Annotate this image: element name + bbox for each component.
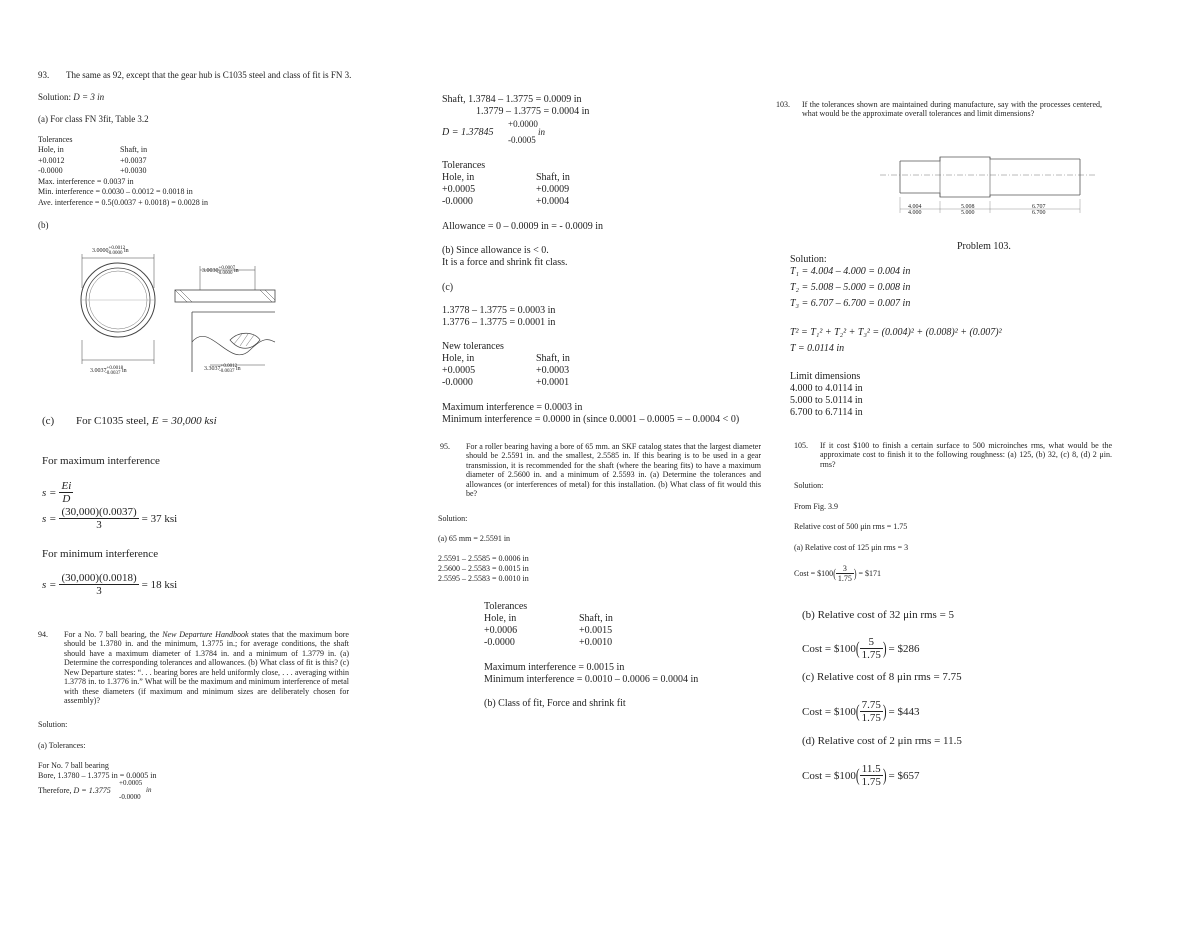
part-d-relative-cost: (d) Relative cost of 2 μin rms = 11.5 <box>802 735 962 747</box>
part-c-label-2: (c) <box>442 282 454 293</box>
max-interference-3: Maximum interference = 0.0015 in <box>484 662 625 673</box>
part-b-label: (b) <box>38 220 49 230</box>
p95-calc-2: 2.5600 – 2.5583 = 0.0015 in <box>438 564 529 573</box>
problem-103-statement: If the tolerances shown are maintained during manufacture, say with the processes centered, what would be the approximate overall tolerances and limit dimensions? <box>802 100 1102 119</box>
new-hole-heading: Hole, in <box>442 353 475 364</box>
hole-tol-upper-2: +0.0005 <box>442 184 476 195</box>
therefore-unit: in <box>146 786 152 794</box>
hole-column-heading: Hole, in <box>38 145 64 154</box>
p95-part-a: (a) 65 mm = 2.5591 in <box>438 534 511 543</box>
class-of-fit: (b) Class of fit, Force and shrink fit <box>484 698 626 709</box>
t2-equation: T₂ = 5.008 – 5.000 = 0.008 in <box>790 282 911 293</box>
new-shaft-heading: Shaft, in <box>536 353 570 364</box>
shaft-d-sub: -0.0005 <box>508 135 536 145</box>
tolerances-heading: Tolerances <box>38 135 73 144</box>
therefore-sub: -0.0000 <box>119 793 141 801</box>
stress-max-calculation: s = $\frac{(30,000)(0.0037)}{3}$ = 37 ksi <box>42 506 178 531</box>
tolerances-heading-2: Tolerances <box>442 160 486 171</box>
part-b-line-1: (b) Since allowance is < 0. <box>442 245 549 256</box>
part-a-relative-cost: (a) Relative cost of 125 μin rms = 3 <box>794 543 909 552</box>
shaft-dimension-label: $3.3037^{+0.0012}_{-0.0037}$ in <box>204 364 241 375</box>
min-interference: Min. interference = 0.0030 – 0.0012 = 0.0018 in <box>38 187 193 196</box>
part-c-calc-2: 1.3776 – 1.3775 = 0.0001 in <box>442 317 556 328</box>
part-c-text: For C1035 steel, E = 30,000 ksi <box>76 415 217 427</box>
limit-dimensions-heading: Limit dimensions <box>790 371 861 382</box>
problem-94-number: 94. <box>38 630 48 639</box>
solution-label-103: Solution: <box>790 254 827 265</box>
max-interference-2: Maximum interference = 0.0003 in <box>442 402 583 413</box>
min-interference-heading: For minimum interference <box>42 548 159 560</box>
average-interference: Ave. interference = 0.5(0.0037 + 0.0018) = 0.0028 in <box>38 198 209 207</box>
p95-calc-3: 2.5595 – 2.5583 = 0.0010 in <box>438 574 529 583</box>
hole-tolerance-lower: -0.0000 <box>38 166 63 175</box>
dimension-1: 4.004 4.000 <box>908 204 922 216</box>
problem-95-statement: For a roller bearing having a bore of 65 mm. an SKF catalog states that the largest diameter should be 2.5591 in. and the smallest, 2.5585 in. If this bearing is to be used in a gear transmission, it is recommended for the shaft (where the bearing fits) to have a maximum diameter of 2.5600 in. and a minimum of 2.5593 in. (a) Determine the tolerances and allowances (or interferences of metal) for this installation. (b) What class of fit would this be? <box>466 442 761 499</box>
min-interference-3: Minimum interference = 0.0010 – 0.0006 = 0.0004 in <box>484 674 699 685</box>
shaft-tol-lower-2: +0.0004 <box>536 196 570 207</box>
therefore-sup: +0.0005 <box>119 779 143 787</box>
t-result: T = 0.0114 in <box>790 343 845 354</box>
bearing-label: For No. 7 ball bearing <box>38 761 109 770</box>
from-figure: From Fig. 3.9 <box>794 502 839 511</box>
shaft-d-equation: D = 1.37845 <box>442 127 494 138</box>
hole-tol-lower-2: -0.0000 <box>442 196 473 207</box>
new-tolerances-heading: New tolerances <box>442 341 504 352</box>
shaft-column-heading-2: Shaft, in <box>536 172 570 183</box>
min-interference-2: Minimum interference = 0.0000 in (since 0.0001 – 0.0005 = – 0.0004 < 0) <box>442 414 740 425</box>
problem-93-statement: The same as 92, except that the gear hub is C1035 steel and class of fit is FN 3. <box>66 70 352 80</box>
problem-94-statement: For a No. 7 ball bearing, the New Departure Handbook states that the maximum bore should be 1.3780 in. and the minimum, 1.3775 in.; for average conditions, the shaft should have a maximum diameter of 1.3784 in. and a minimum of 1.3779 in. (a) Determine the corresponding tolerances and allowances. (b) What class of fit is this? (c) New Departure states: “. . . bearing bores are held uniformly close, . . . averaging within 1.3778 in. to 1.3776 in.” What will be the maximum and minimum interference of metal with these diameters (if maximum and minimum sizes are deliberately chosen for assembly)? <box>64 630 349 706</box>
t3-equation: T₃ = 6.707 – 6.700 = 0.007 in <box>790 298 911 309</box>
shaft-tol-upper-2: +0.0009 <box>536 184 570 195</box>
solution-label-95: Solution: <box>438 514 468 523</box>
stress-formula: s = $\frac{Ei}{D}$ <box>42 480 72 505</box>
shaft-tol-upper-3: +0.0015 <box>579 625 613 636</box>
cost-d-calculation: Cost = $100 ( $\frac{11.5}{1.75}$ ) = $657 <box>802 763 920 788</box>
p95-calc-1: 2.5591 – 2.5585 = 0.0006 in <box>438 554 529 563</box>
shaft-tolerance-lower: +0.0030 <box>120 166 147 175</box>
ring-bottom-dimension-label: $3.0037^{+0.0018}_{-0.0037}$ in <box>90 366 127 377</box>
limit-1: 4.000 to 4.0114 in <box>790 383 863 394</box>
shaft-line-2: 1.3779 – 1.3775 = 0.0004 in <box>476 106 590 117</box>
bore-calculation: Bore, 1.3780 – 1.3775 in = 0.0005 in <box>38 771 157 780</box>
part-c-label: (c) <box>42 415 55 427</box>
figure-caption: Problem 103. <box>957 241 1011 252</box>
shaft-tolerance-upper: +0.0037 <box>120 156 147 165</box>
p94-part-a: (a) Tolerances: <box>38 741 86 750</box>
cost-b-calculation: Cost = $100 ( $\frac{5}{1.75}$ ) = $286 <box>802 636 920 661</box>
dimension-3: 6.707 6.700 <box>1032 204 1046 216</box>
dimension-2: 5.008 5.000 <box>961 204 975 216</box>
part-b-relative-cost: (b) Relative cost of 32 μin rms = 5 <box>802 609 955 621</box>
shaft-column-heading: Shaft, in <box>120 145 148 154</box>
problem-105-number: 105. <box>794 441 808 450</box>
fit-diagram <box>70 240 290 380</box>
new-hole-lower: -0.0000 <box>442 377 473 388</box>
stress-min-calculation: s = $\frac{(30,000)(0.0018)}{3}$ = 18 ksi <box>42 572 178 597</box>
solution-label-94: Solution: <box>38 720 68 729</box>
limit-2: 5.000 to 5.0114 in <box>790 395 863 406</box>
new-shaft-lower: +0.0001 <box>536 377 570 388</box>
t-squared-equation: T² = T₁² + T₂² + T₃² = (0.004)² + (0.008)² + (0.007)² <box>790 327 1002 338</box>
new-hole-upper: +0.0005 <box>442 365 476 376</box>
relative-cost-500: Relative cost of 500 μin rms = 1.75 <box>794 522 908 531</box>
part-a-heading: (a) For class FN 3fit, Table 3.2 <box>38 114 149 124</box>
hole-tol-lower-3: -0.0000 <box>484 637 515 648</box>
cost-a-calculation: Cost = $100 ( $\frac{3}{1.75}$ ) = $171 <box>794 564 882 583</box>
hole-tol-upper-3: +0.0006 <box>484 625 518 636</box>
new-shaft-upper: +0.0003 <box>536 365 570 376</box>
problem-103-number: 103. <box>776 100 790 109</box>
shaft-line-1: Shaft, 1.3784 – 1.3775 = 0.0009 in <box>442 94 582 105</box>
therefore-line: Therefore, D = 1.3775 <box>38 786 111 795</box>
allowance-line: Allowance = 0 – 0.0009 in = - 0.0009 in <box>442 221 603 232</box>
part-c-relative-cost: (c) Relative cost of 8 μin rms = 7.75 <box>802 671 962 683</box>
problem-93-number: 93. <box>38 70 50 80</box>
solution-label-105: Solution: <box>794 481 824 490</box>
part-c-calc-1: 1.3778 – 1.3775 = 0.0003 in <box>442 305 556 316</box>
hole-column-heading-3: Hole, in <box>484 613 517 624</box>
max-interference: Max. interference = 0.0037 in <box>38 177 134 186</box>
limit-3: 6.700 to 6.7114 in <box>790 407 863 418</box>
hole-dimension-label: $3.0000^{+0.0012}_{-0.0000}$ in <box>92 246 129 257</box>
hole-column-heading-2: Hole, in <box>442 172 475 183</box>
shaft-tol-lower-3: +0.0010 <box>579 637 613 648</box>
solution-label: Solution: D = 3 in <box>38 92 105 102</box>
problem-105-statement: If it cost $100 to finish a certain surface to 500 microinches rms, what would be the approximate cost to finish it to the following roughness: (a) 125, (b) 32, (c) 8, (d) 2 μin. rms? <box>820 441 1112 469</box>
tolerances-heading-3: Tolerances <box>484 601 528 612</box>
hub-dimension-label: $3.0030^{+0.0007}_{-0.0000}$ in <box>202 266 239 277</box>
shaft-d-unit: in <box>538 127 546 137</box>
problem-95-number: 95. <box>440 442 450 451</box>
shaft-d-sup: +0.0000 <box>508 119 538 129</box>
shaft-column-heading-3: Shaft, in <box>579 613 613 624</box>
t1-equation: T₁ = 4.004 – 4.000 = 0.004 in <box>790 266 911 277</box>
part-b-line-2: It is a force and shrink fit class. <box>442 257 568 268</box>
hole-tolerance-upper: +0.0012 <box>38 156 65 165</box>
cost-c-calculation: Cost = $100 ( $\frac{7.75}{1.75}$ ) = $443 <box>802 699 920 724</box>
max-interference-heading: For maximum interference <box>42 455 160 467</box>
